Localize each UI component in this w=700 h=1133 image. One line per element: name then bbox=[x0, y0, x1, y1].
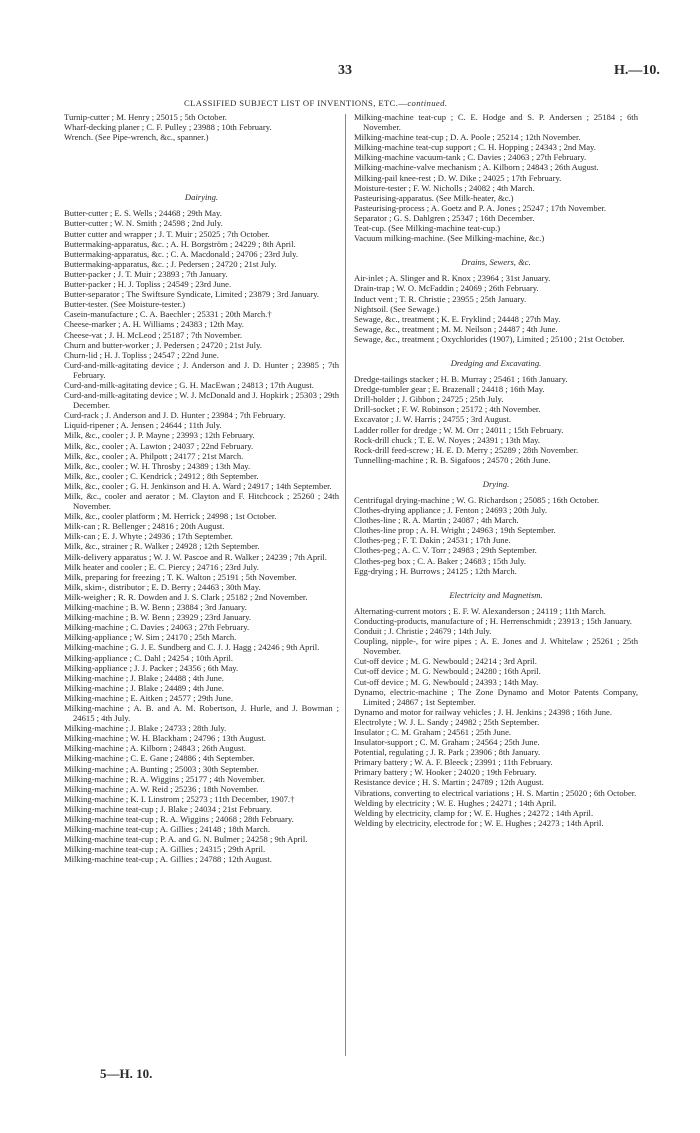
index-entry: Curd-rack ; J. Anderson and J. D. Hunter ; 23984 ; 7th February. bbox=[64, 410, 286, 421]
index-entry: Dynamo, electric-machine ; The Zone Dynamo and Motor Patents Company, Limited ; 24867 ; 1st September. bbox=[354, 686, 638, 707]
footer-reference: 5—H. 10. bbox=[100, 1066, 153, 1081]
index-entry: Milking-machine ; J. Blake ; 24488 ; 4th June. bbox=[64, 672, 224, 683]
index-entry: Separator ; G. S. Dahlgren ; 25347 ; 16th December. bbox=[354, 212, 535, 223]
index-entry: Clothes-peg box ; C. A. Baker ; 24683 ; 15th July. bbox=[354, 555, 527, 566]
section-heading-electricity: Electricity and Magnetism. bbox=[449, 589, 543, 600]
index-entry: Milking-machine ; B. W. Benn ; 23884 ; 3rd January. bbox=[64, 602, 247, 613]
index-entry: Milking-machine ; A. B. and A. M. Robertson, J. Hurle, and J. Bowman ; 24615 ; 4th July. bbox=[64, 702, 339, 724]
index-entry: Milk, &c., cooler ; J. P. Mayne ; 23993 ; 12th February. bbox=[64, 430, 255, 441]
index-entry: Butter-cutter ; W. N. Smith ; 24598 ; 2nd July. bbox=[64, 218, 223, 229]
index-entry: Wrench. (See Pipe-wrench, &c., spanner.) bbox=[64, 132, 209, 143]
index-entry: Casein-manufacture ; C. A. Baechler ; 25331 ; 20th March.† bbox=[64, 309, 272, 320]
index-entry: Milking-machine teat-cup ; R. A. Wiggins ; 24068 ; 28th February. bbox=[64, 814, 294, 824]
index-entry: Primary battery ; W. A. F. Bleeck ; 23991 ; 11th February. bbox=[354, 757, 553, 768]
left-column bbox=[64, 112, 339, 864]
section-heading-drying: Drying. bbox=[482, 478, 510, 489]
index-entry: Churn-lid ; H. J. Topliss ; 24547 ; 22nd June. bbox=[64, 349, 219, 360]
index-entry: Curd-and-milk-agitating device ; G. H. MacEwan ; 24813 ; 17th August. bbox=[64, 379, 314, 390]
index-entry: Milking-pail knee-rest ; D. W. Dike ; 24025 ; 17th February. bbox=[354, 172, 562, 183]
index-entry: Milk, skim-, distributor ; E. D. Berry ; 24463 ; 30th May. bbox=[64, 581, 261, 592]
index-entry: Resistance device ; H. S. Martin ; 24789 ; 12th August. bbox=[354, 777, 544, 788]
index-entry: Sewage, &c., treatment ; M. M. Neilson ; 24487 ; 4th June. bbox=[354, 323, 558, 334]
index-entry: Milk heater and cooler ; E. C. Piercy ; 24716 ; 23rd July. bbox=[64, 561, 259, 572]
index-entry: Churn and butter-worker ; J. Pedersen ; 24720 ; 21st July. bbox=[64, 339, 262, 350]
index-entry: Milking-machine-valve mechanism ; A. Kilborn ; 24843 ; 26th August. bbox=[354, 162, 599, 173]
index-entry: Milking-machine teat-cup ; A. Gillies ; 24148 ; 18th March. bbox=[64, 824, 270, 835]
index-entry: Centrifugal drying-machine ; W. G. Richardson ; 25085 ; 16th October. bbox=[354, 495, 600, 505]
index-entry: Milk, preparing for freezing ; T. K. Walton ; 25191 ; 5th November. bbox=[64, 571, 297, 582]
index-entry: Vibrations, converting to electrical variations ; H. S. Martin ; 25020 ; 6th October. bbox=[354, 787, 637, 798]
index-entry: Milking-machine ; C. E. Gane ; 24886 ; 4th September. bbox=[64, 753, 255, 764]
index-entry: Clothes-line prop ; A. H. Wright ; 24963 ; 19th September. bbox=[354, 525, 556, 536]
index-entry: Buttermaking-apparatus, &c. ; A. H. Borgström ; 24229 ; 8th April. bbox=[64, 238, 296, 249]
index-entry: Milking-machine ; B. W. Benn ; 23929 ; 23rd January. bbox=[64, 612, 252, 623]
electricity-entries bbox=[354, 606, 638, 828]
index-entry: Drill-holder ; J. Gibbon ; 24725 ; 25th July. bbox=[354, 394, 504, 405]
section-heading-drains: Drains, Sewers, &c. bbox=[461, 257, 531, 268]
section-heading-dredging: Dredging and Excavating. bbox=[450, 357, 542, 368]
index-entry: Butter-packer ; J. T. Muir ; 23893 ; 7th January. bbox=[64, 268, 228, 279]
index-entry: Butter cutter and wrapper ; J. T. Muir ; 25025 ; 7th October. bbox=[64, 228, 270, 239]
index-entry: Vacuum milking-machine. (See Milking-machine, &c.) bbox=[354, 233, 545, 244]
index-entry: Induct vent ; T. R. Christie ; 23955 ; 25th January. bbox=[354, 293, 527, 304]
index-entry: Drill-socket ; F. W. Robinson ; 25172 ; 4th November. bbox=[354, 404, 541, 415]
index-entry: Rock-drill feed-screw ; H. E. D. Merry ; 25289 ; 28th November. bbox=[354, 444, 579, 455]
index-entry: Milk, &c., cooler ; A. Lawton ; 24037 ; 22nd February. bbox=[64, 440, 254, 451]
index-entry: Milking-machine ; G. J. E. Sundberg and C. J. J. Hagg ; 24246 ; 9th April. bbox=[64, 642, 320, 653]
index-entry: Milking-appliance ; C. Dahl ; 24254 ; 10th April. bbox=[64, 652, 233, 663]
index-entry: Curd-and-milk-agitating device ; W. J. McDonald and J. Hopkirk ; 25303 ; 29th December. bbox=[64, 390, 339, 411]
index-entry: Milk, &c., cooler ; G. H. Jenkinson and H. A. Ward ; 24917 ; 14th September. bbox=[64, 480, 332, 491]
index-entry: Dynamo and motor for railway vehicles ; J. H. Jenkins ; 24398 ; 16th June. bbox=[354, 706, 613, 717]
index-entry: Conducting-products, manufacture of ; H. Herrenschmidt ; 23913 ; 15th January. bbox=[354, 615, 632, 626]
index-entry: Milking-appliance ; J. J. Packer ; 24356 ; 6th May. bbox=[64, 662, 239, 673]
index-entry: Cut-off device ; M. G. Newbould ; 24393 ; 14th May. bbox=[354, 676, 539, 687]
index-entry: Electrolyte ; W. J. L. Sandy ; 24982 ; 25th September. bbox=[354, 716, 540, 727]
column-divider bbox=[345, 114, 346, 1056]
drying-entries bbox=[354, 495, 638, 576]
index-entry: Milking-machine teat-cup support ; C. H. Hopping ; 24343 ; 2nd May. bbox=[354, 142, 596, 153]
title-continued: continued. bbox=[407, 98, 448, 108]
index-entry: Milk-can ; E. J. Whyte ; 24936 ; 17th September. bbox=[64, 531, 233, 542]
index-entry: Buttermaking-apparatus, &c. ; C. A. Macdonald ; 24706 ; 23rd July. bbox=[64, 248, 299, 259]
index-entry: Teat-cup. (See Milking-machine teat-cup.) bbox=[354, 223, 501, 234]
index-entry: Milking-machine vacuum-tank ; C. Davies ; 24063 ; 27th February. bbox=[354, 152, 587, 163]
index-entry: Milking-machine ; R. A. Wiggins ; 25177 ; 4th November. bbox=[64, 773, 265, 784]
index-entry: Dredge-tailings stacker ; H. B. Murray ; 25461 ; 16th January. bbox=[354, 374, 568, 385]
index-entry: Ladder roller for dredge ; W. M. Orr ; 24011 ; 15th February. bbox=[354, 424, 564, 435]
index-entry: Excavator ; J. W. Harris ; 24755 ; 3rd August. bbox=[354, 414, 512, 425]
index-entry: Air-inlet ; A. Slinger and R. Knox ; 23964 ; 31st January. bbox=[354, 273, 551, 284]
index-entry: Moisture-tester ; F. W. Nicholls ; 24082 ; 4th March. bbox=[354, 182, 535, 193]
index-entry: Buttermaking-apparatus, &c. ; J. Pedersen ; 24720 ; 21st July. bbox=[64, 258, 277, 269]
index-entry: Nightsoil. (See Sewage.) bbox=[354, 303, 440, 314]
index-entry: Primary battery ; W. Hooker ; 24020 ; 19th February. bbox=[354, 767, 537, 778]
index-entry: Milking-machine teat-cup ; A. Gillies ; 24315 ; 29th April. bbox=[64, 844, 266, 855]
right-column bbox=[354, 112, 638, 828]
index-entry: Pasteurising-process ; A. Goetz and P. A. Jones ; 25247 ; 17th November. bbox=[354, 202, 607, 213]
index-entry: Egg-drying ; H. Burrows ; 24125 ; 12th March. bbox=[354, 565, 517, 576]
index-entry: Insulator-support ; C. M. Graham ; 24564 ; 25th June. bbox=[354, 737, 540, 748]
index-entry: Dredge-tumbler gear ; E. Brazenall ; 24418 ; 16th May. bbox=[354, 384, 545, 395]
index-entry: Turnip-cutter ; M. Henry ; 25015 ; 5th October. bbox=[64, 112, 227, 122]
index-entry: Milking-machine ; A. Bunting ; 25003 ; 30th September. bbox=[64, 763, 259, 774]
index-entry: Cheese-vat ; J. H. McLeod ; 25187 ; 7th November. bbox=[64, 329, 243, 340]
index-entry: Milking-machine teat-cup ; P. A. and G. N. Bulmer ; 24258 ; 9th April. bbox=[64, 834, 308, 845]
index-entry: Milking-machine ; A. Kilborn ; 24843 ; 26th August. bbox=[64, 743, 246, 754]
index-entry: Potential, regulating ; J. R. Park ; 23906 ; 8th January. bbox=[354, 747, 541, 758]
index-entry: Pasteurising-apparatus. (See Milk-heater, &c.) bbox=[354, 192, 514, 203]
index-entry: Milk, &c., cooler and aerator ; M. Clayton and F. Hitchcock ; 25260 ; 24th November. bbox=[64, 491, 339, 512]
index-entry: Liquid-ripener ; A. Jensen ; 24644 ; 11th July. bbox=[64, 420, 222, 431]
index-entry: Milking-machine teat-cup ; D. A. Poole ; 25214 ; 12th November. bbox=[354, 132, 581, 143]
index-entry: Clothes-peg ; A. C. V. Torr ; 24983 ; 29th September. bbox=[354, 545, 537, 556]
index-entry: Clothes-line ; R. A. Martin ; 24087 ; 4th March. bbox=[354, 515, 519, 526]
page-number: 33 bbox=[338, 63, 352, 78]
index-entry: Milk-delivery apparatus ; W. J. W. Pascoe and R. Walker ; 24239 ; 7th April. bbox=[64, 551, 327, 562]
index-entry: Milking-machine ; A. W. Reid ; 25236 ; 18th November. bbox=[64, 783, 259, 794]
page-title bbox=[184, 98, 447, 108]
index-entry: Butter-cutter ; E. S. Wells ; 24468 ; 29th May. bbox=[64, 208, 222, 219]
index-entry: Milking-machine ; K. I. Linstrom ; 25273 ; 11th December, 1907.† bbox=[64, 793, 295, 804]
index-entry: Milking-machine ; J. Blake ; 24489 ; 4th June. bbox=[64, 682, 224, 693]
section-heading-dairying: Dairying. bbox=[184, 192, 219, 203]
index-entry: Curd-and-milk-agitating device ; J. Anderson and J. D. Hunter ; 23985 ; 7th February. bbox=[64, 359, 339, 380]
index-entry: Milk, &c., cooler ; C. Kendrick ; 24912 ; 8th September. bbox=[64, 470, 259, 481]
index-entry: Wharf-decking planer ; C. F. Pulley ; 23988 ; 10th February. bbox=[64, 122, 272, 133]
index-entry: Drain-trap ; W. O. McFaddin ; 24069 ; 26th February. bbox=[354, 283, 539, 294]
index-entry: Rock-drill chuck ; T. E. W. Noyes ; 24391 ; 13th May. bbox=[354, 434, 541, 445]
index-entry: Sewage, &c., treatment ; K. E. Fryklind ; 24448 ; 27th May. bbox=[354, 313, 561, 324]
index-entry: Conduit ; J. Christie ; 24679 ; 14th July. bbox=[354, 626, 492, 637]
document-reference: H.—10. bbox=[614, 63, 660, 78]
dairying-entries bbox=[64, 208, 339, 864]
left-top-entries bbox=[64, 112, 339, 142]
index-entry: Milk, &c., cooler platform ; M. Herrick ; 24998 ; 1st October. bbox=[64, 511, 277, 522]
index-entry: Alternating-current motors ; E. F. W. Alexanderson ; 24119 ; 11th March. bbox=[354, 605, 606, 616]
index-entry: Tunnelling-machine ; R. B. Sigafoos ; 24570 ; 26th June. bbox=[354, 454, 551, 465]
index-entry: Clothes-drying appliance ; J. Fenton ; 24693 ; 20th July. bbox=[354, 505, 548, 516]
index-entry: Cut-off device ; M. G. Newbould ; 24280 ; 16th April. bbox=[354, 666, 541, 677]
index-entry: Milk-can ; R. Bellenger ; 24816 ; 20th August. bbox=[64, 521, 225, 532]
index-entry: Milking-machine ; W. H. Blackham ; 24796 ; 13th August. bbox=[64, 733, 266, 744]
index-entry: Welding by electricity, electrode for ; W. E. Hughes ; 24273 ; 14th April. bbox=[354, 817, 604, 828]
index-entry: Milking-machine ; C. Davies ; 24063 ; 27th February. bbox=[64, 622, 250, 633]
index-entry: Welding by electricity, clamp for ; W. E. Hughes ; 24272 ; 14th April. bbox=[354, 807, 594, 818]
index-entry: Milking-machine ; E. Aitken ; 24577 ; 29th June. bbox=[64, 692, 233, 703]
index-entry: Milking-machine teat-cup ; C. E. Hodge and S. P. Andersen ; 25184 ; 6th November. bbox=[354, 112, 638, 133]
index-entry: Butter-separator ; The Swiftsure Syndicate, Limited ; 23879 ; 3rd January. bbox=[64, 289, 319, 300]
index-entry: Milk, &c., cooler ; W. H. Throsby ; 24389 ; 13th May. bbox=[64, 460, 251, 471]
drains-entries bbox=[354, 273, 638, 344]
index-entry: Insulator ; C. M. Graham ; 24561 ; 25th June. bbox=[354, 726, 512, 737]
index-entry: Milking-machine ; J. Blake ; 24733 ; 28th July. bbox=[64, 723, 227, 734]
index-entry: Milk-weigher ; R. R. Dowden and J. S. Clark ; 25182 ; 2nd November. bbox=[64, 591, 308, 602]
index-entry: Milk, &c., cooler ; A. Philpott ; 24177 ; 21st March. bbox=[64, 450, 244, 461]
index-entry: Welding by electricity ; W. E. Hughes ; 24271 ; 14th April. bbox=[354, 797, 557, 808]
dredging-entries bbox=[354, 374, 638, 465]
index-entry: Cut-off device ; M. G. Newbould ; 24214 ; 3rd April. bbox=[354, 656, 537, 667]
spacer bbox=[64, 142, 339, 182]
right-top-entries bbox=[354, 112, 638, 243]
index-entry: Butter-tester. (See Moisture-tester.) bbox=[64, 299, 186, 310]
index-entry: Milking-appliance ; W. Sim ; 24170 ; 25th March. bbox=[64, 632, 237, 643]
index-entry: Milking-machine teat-cup ; A. Gillies ; 24788 ; 12th August. bbox=[64, 854, 272, 865]
index-entry: Milk, &c., strainer ; R. Walker ; 24928 ; 12th September. bbox=[64, 541, 260, 552]
index-entry: Cheese-marker ; A. H. Williams ; 24383 ; 12th May. bbox=[64, 319, 244, 330]
index-entry: Clothes-peg ; F. T. Dakin ; 24531 ; 17th June. bbox=[354, 535, 511, 546]
index-entry: Milking-machine teat-cup ; J. Blake ; 24034 ; 21st February. bbox=[64, 803, 272, 814]
title-text: CLASSIFIED SUBJECT LIST OF INVENTIONS, ETC.— bbox=[184, 98, 408, 108]
index-entry: Coupling, nipple-, for wire pipes ; A. E. Jones and J. Whitelaw ; 25261 ; 25th November. bbox=[354, 636, 638, 657]
index-entry: Butter-packer ; H. J. Topliss ; 24549 ; 23rd June. bbox=[64, 279, 232, 290]
index-entry: Sewage, &c., treatment ; Oxychlorides (1907), Limited ; 25100 ; 21st October. bbox=[354, 333, 625, 344]
